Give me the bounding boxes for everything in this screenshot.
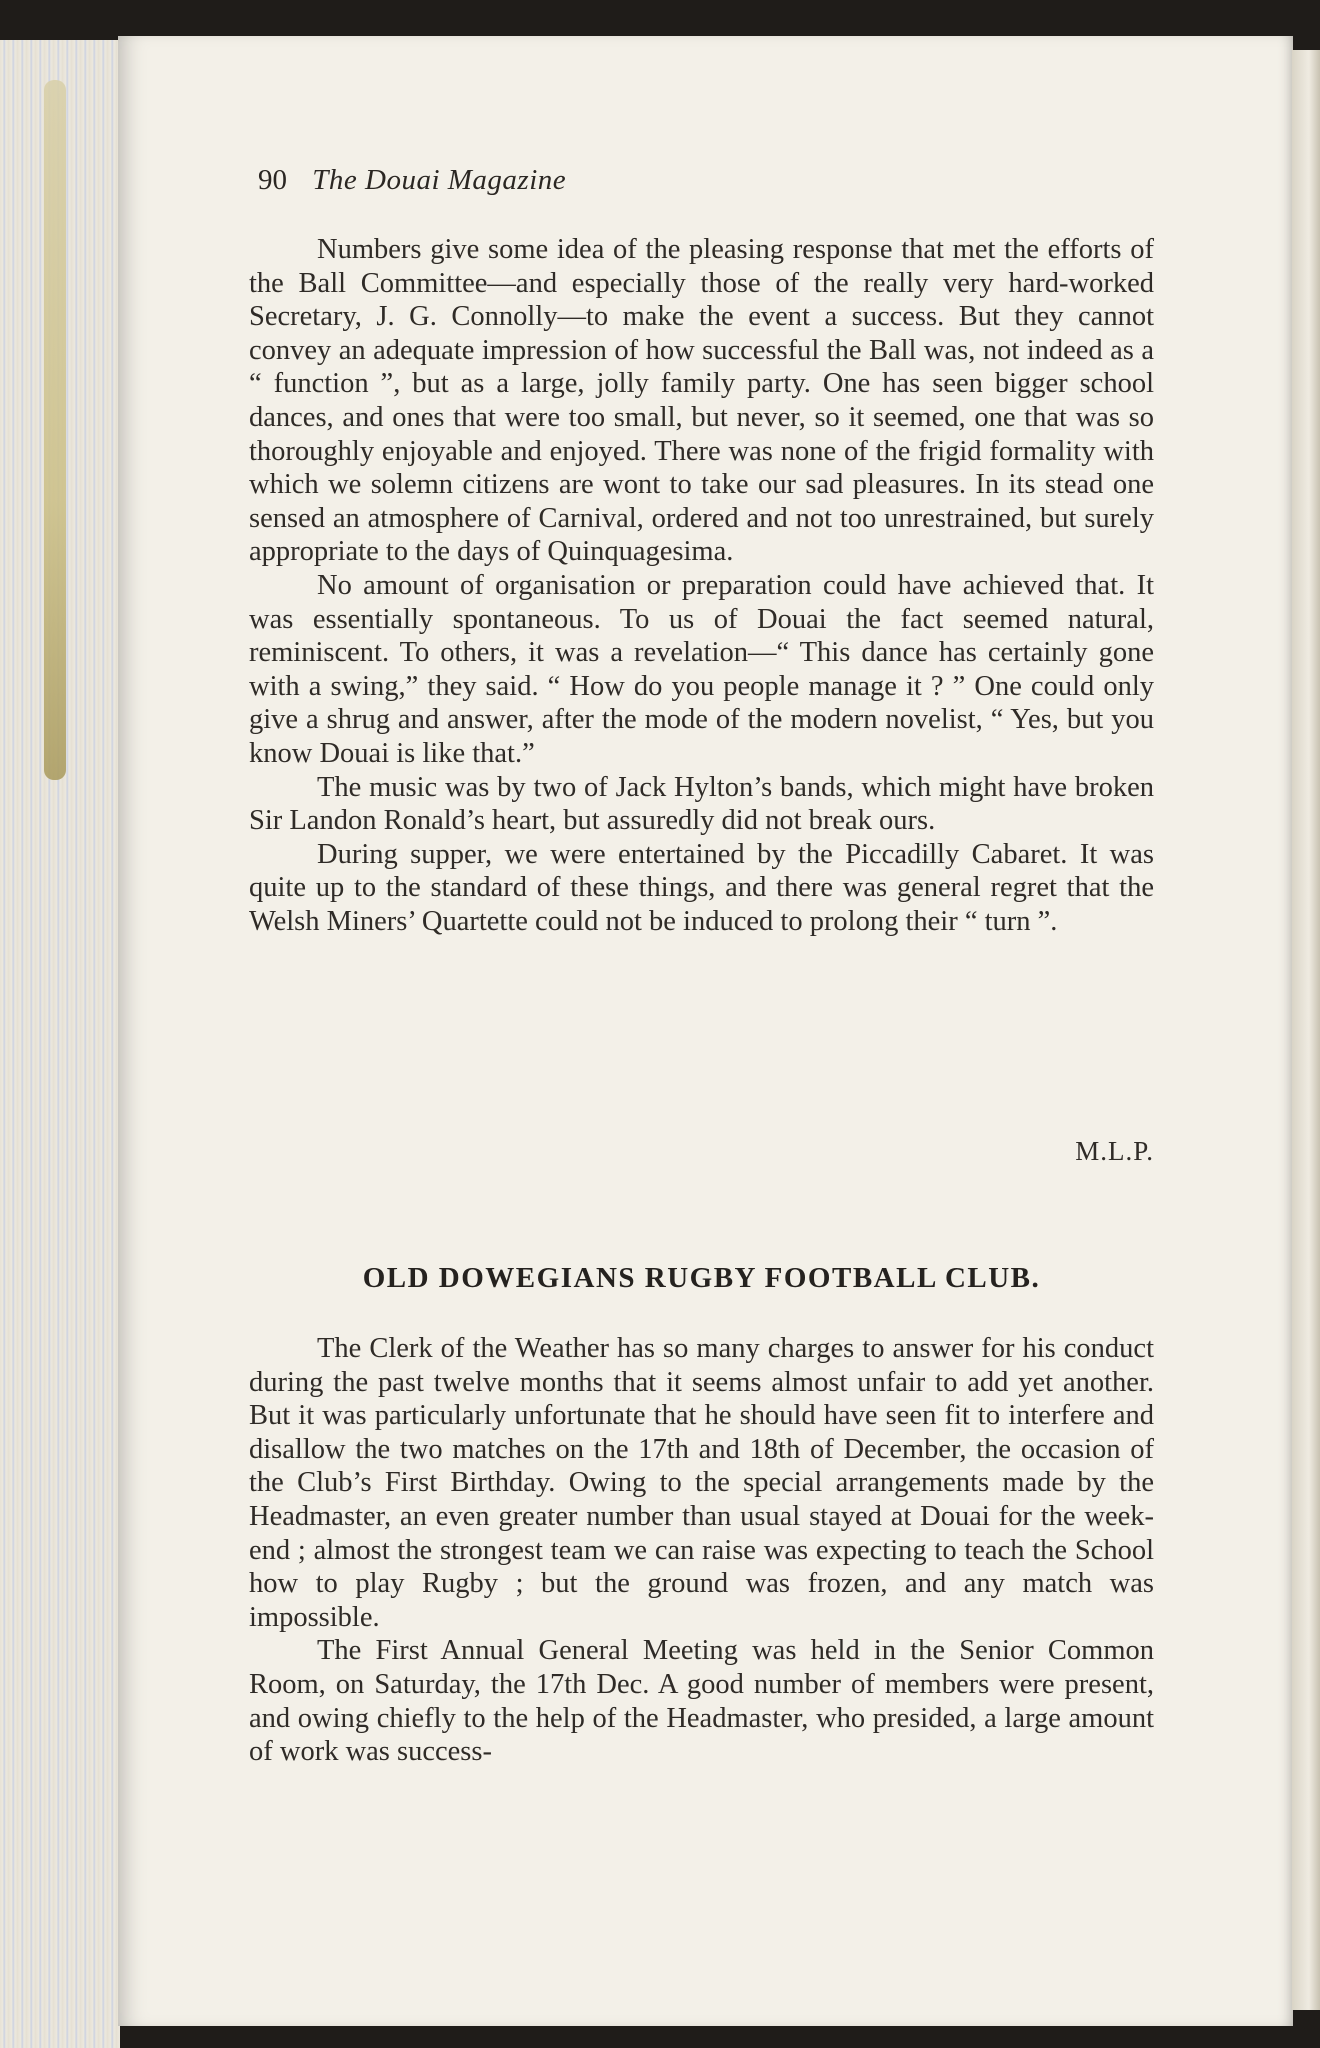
binding-stain xyxy=(44,80,66,780)
page-stack-edge xyxy=(0,40,120,2048)
paragraph: No amount of organisation or preparation could have achieved that. It was essentially spontaneous. To us of Douai the fact seemed natural, reminiscent. To others, it was a revelation—“ This dance has certainly gone with a swing,” they said. “ How do you people manage it ? ” One could only give a shrug and answer, after the mode of the modern novelist, “ Yes, but you know Douai is like that.” xyxy=(249,569,1154,769)
paragraph: The First Annual General Meeting was held in the Senior Common Room, on Saturday, the 17th Dec. A good number of members were present, and owing chiefly to the help of the Headmaster, who presided, a large amount of work was success- xyxy=(249,1635,1154,1768)
paragraph: The music was by two of Jack Hylton’s bands, which might have broken Sir Landon Ronald’s heart, but assuredly did not break ours. xyxy=(249,771,1154,837)
article-ball xyxy=(249,233,1154,938)
running-head xyxy=(258,164,566,197)
paragraph: During supper, we were entertained by the Piccadilly Cabaret. It was quite up to the standard of these things, and there was general regret that the Welsh Miners’ Quartette could not be induced to prolong their “ turn ”. xyxy=(249,838,1154,937)
article-rugby-club xyxy=(249,1332,1154,1769)
paragraph: The Clerk of the Weather has so many charges to answer for his conduct during the past twelve months that it seems almost unfair to add yet another. But it was particularly unfortunate that he should have seen fit to interfere and disallow the two matches on the 17th and 18th of December, the occasion of the Club’s First Birthday. Owing to the special arrangements made by the Headmaster, an even greater number than usual stayed at Douai for the week-end ; almost the strongest team we can raise was expecting to teach the School how to play Rugby ; but the ground was frozen, and any match was impossible. xyxy=(249,1333,1154,1633)
magazine-title: The Douai Magazine xyxy=(312,164,567,196)
facing-page-edge xyxy=(1292,50,1320,2010)
author-signature: M.L.P. xyxy=(1075,1136,1154,1166)
section-heading: OLD DOWEGIANS RUGBY FOOTBALL CLUB. xyxy=(362,1262,1041,1294)
page-number: 90 xyxy=(258,164,287,196)
paragraph: Numbers give some idea of the pleasing response that met the efforts of the Ball Committee—and especially those of the really very hard-worked Secretary, J. G. Connolly—to make the event a success. But they cannot convey an adequate impression of how successful the Ball was, not indeed as a “ function ”, but as a large, jolly family party. One has seen bigger school dances, and ones that were too small, but never, so it seemed, one that was so thoroughly enjoyable and enjoyed. There was none of the frigid formality with which we solemn citizens are wont to take our sad pleasures. In its stead one sensed an atmosphere of Carnival, ordered and not too unrestrained, but surely appropriate to the days of Quinquagesima. xyxy=(249,234,1154,568)
